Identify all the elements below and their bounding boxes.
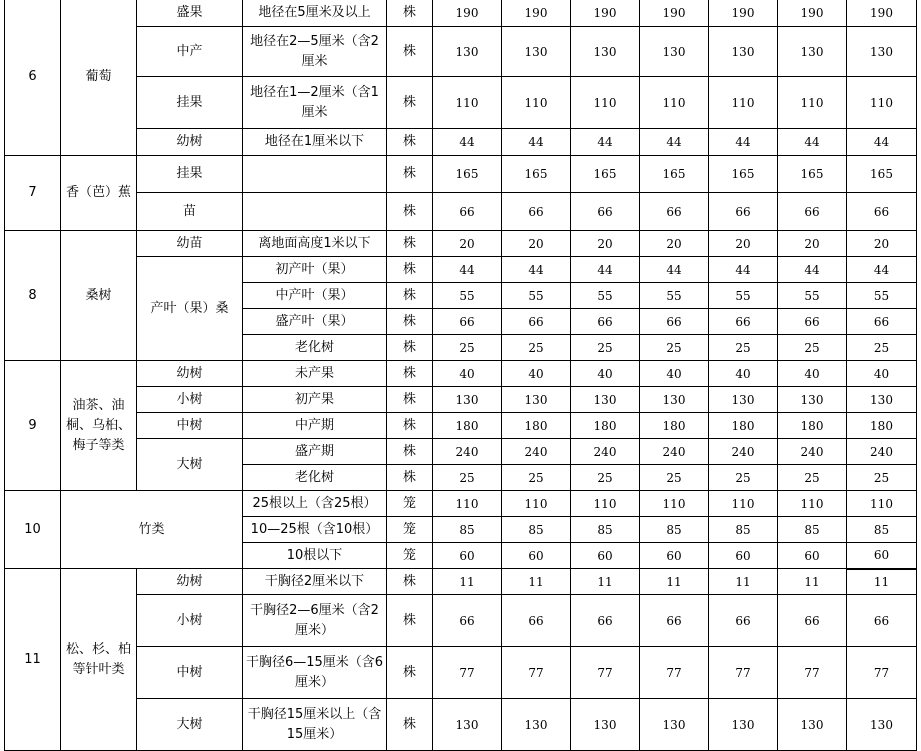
price-cell: 85 [847,517,917,543]
price-cell: 20 [502,231,571,257]
price-cell: 11 [640,569,709,595]
price-cell: 66 [778,193,847,231]
price-cell: 85 [433,517,502,543]
price-cell: 110 [502,77,571,129]
spec-cell: 未产果 [243,361,387,387]
price-cell: 240 [847,439,917,465]
price-cell: 11 [433,569,502,595]
price-cell: 60 [778,543,847,569]
row-number: 9 [5,361,61,491]
price-cell: 25 [847,335,917,361]
price-cell: 60 [433,543,502,569]
price-cell: 85 [778,517,847,543]
price-cell: 190 [709,0,778,27]
table-row [5,257,917,283]
price-cell: 40 [778,361,847,387]
growth-stage: 苗 [137,193,243,231]
price-cell: 20 [847,231,917,257]
price-cell: 40 [640,361,709,387]
price-cell: 11 [709,569,778,595]
price-cell: 85 [502,517,571,543]
table-row [5,193,917,231]
price-cell: 110 [433,77,502,129]
price-cell: 110 [571,491,640,517]
unit-cell: 株 [387,283,433,309]
price-cell: 180 [778,413,847,439]
price-cell: 130 [709,387,778,413]
plant-name: 葡萄 [61,0,137,156]
price-cell: 20 [778,231,847,257]
price-cell: 85 [640,517,709,543]
unit-cell: 株 [387,439,433,465]
unit-cell: 株 [387,193,433,231]
growth-stage: 产叶（果）桑 [137,257,243,361]
price-cell: 25 [709,465,778,491]
table-row [5,361,917,387]
price-cell: 130 [709,27,778,77]
spec-cell: 25根以上（含25根） [243,491,387,517]
plant-name: 香（芭）蕉 [61,156,137,231]
price-cell: 165 [709,156,778,193]
spec-cell [243,156,387,193]
spec-cell: 初产果 [243,387,387,413]
price-cell: 165 [640,156,709,193]
price-cell: 110 [847,77,917,129]
price-cell: 44 [640,129,709,156]
price-cell: 66 [640,309,709,335]
price-cell: 25 [640,335,709,361]
spec-cell [243,193,387,231]
price-cell: 66 [571,193,640,231]
plant-name: 竹类 [61,491,243,569]
price-cell: 55 [502,283,571,309]
price-cell: 25 [709,335,778,361]
price-cell: 25 [433,465,502,491]
price-cell: 20 [709,231,778,257]
price-cell: 66 [778,595,847,647]
price-cell: 66 [709,595,778,647]
unit-cell: 株 [387,595,433,647]
price-cell: 130 [640,387,709,413]
price-cell: 66 [709,193,778,231]
price-cell: 25 [778,335,847,361]
price-cell: 55 [433,283,502,309]
growth-stage: 盛果 [137,0,243,27]
price-cell: 66 [847,595,917,647]
spec-cell: 10—25根（含10根） [243,517,387,543]
price-cell: 130 [571,387,640,413]
price-cell: 130 [778,387,847,413]
price-cell: 60 [709,543,778,569]
unit-cell: 株 [387,413,433,439]
price-cell: 130 [847,387,917,413]
price-cell: 25 [640,465,709,491]
price-cell: 110 [778,77,847,129]
price-cell: 66 [640,595,709,647]
unit-cell: 株 [387,569,433,595]
growth-stage: 幼树 [137,569,243,595]
unit-cell: 株 [387,77,433,129]
price-cell: 77 [778,647,847,699]
growth-stage: 大树 [137,699,243,751]
price-cell: 55 [640,283,709,309]
table-row [5,413,917,439]
growth-stage: 小树 [137,595,243,647]
price-cell: 110 [778,491,847,517]
price-cell: 165 [571,156,640,193]
price-cell: 180 [502,413,571,439]
row-number: 11 [5,569,61,751]
growth-stage: 幼树 [137,129,243,156]
price-cell: 60 [502,543,571,569]
table-row [5,491,917,517]
price-cell: 11 [847,569,917,595]
table-row [5,699,917,751]
price-cell: 130 [502,699,571,751]
plant-name: 油茶、油桐、乌桕、梅子等类 [61,361,137,491]
unit-cell: 株 [387,361,433,387]
price-cell: 165 [433,156,502,193]
price-cell: 190 [847,0,917,27]
price-cell: 44 [640,257,709,283]
table-row [5,569,917,595]
growth-stage: 幼树 [137,361,243,387]
price-cell: 77 [571,647,640,699]
price-cell: 40 [847,361,917,387]
price-cell: 190 [502,0,571,27]
price-cell: 130 [433,387,502,413]
table-row [5,231,917,257]
price-cell: 85 [571,517,640,543]
price-cell: 55 [571,283,640,309]
price-cell: 55 [778,283,847,309]
spec-cell: 干胸径2—6厘米（含2厘米） [243,595,387,647]
spec-cell: 中产期 [243,413,387,439]
unit-cell: 笼 [387,543,433,569]
price-cell: 240 [433,439,502,465]
price-cell: 66 [502,595,571,647]
price-cell: 66 [571,595,640,647]
price-cell: 25 [502,465,571,491]
spec-cell: 地径在5厘米及以上 [243,0,387,27]
price-cell: 240 [571,439,640,465]
row-number: 7 [5,156,61,231]
price-cell: 130 [778,27,847,77]
spec-cell: 地径在1厘米以下 [243,129,387,156]
unit-cell: 株 [387,647,433,699]
price-cell: 110 [847,491,917,517]
price-cell: 44 [847,257,917,283]
price-cell: 60 [847,543,917,569]
spec-cell: 10根以下 [243,543,387,569]
spec-cell: 地径在1—2厘米（含1厘米 [243,77,387,129]
price-cell: 110 [571,77,640,129]
price-cell: 110 [640,77,709,129]
unit-cell: 株 [387,387,433,413]
price-cell: 77 [640,647,709,699]
unit-cell: 笼 [387,517,433,543]
spec-cell: 干胸径2厘米以下 [243,569,387,595]
price-cell: 85 [709,517,778,543]
price-cell: 180 [433,413,502,439]
row-number: 10 [5,491,61,569]
price-cell: 130 [709,699,778,751]
unit-cell: 株 [387,129,433,156]
growth-stage: 中产 [137,27,243,77]
price-cell: 130 [778,699,847,751]
price-cell: 130 [571,27,640,77]
table-row [5,77,917,129]
unit-cell: 株 [387,309,433,335]
table-row [5,156,917,193]
price-cell: 180 [640,413,709,439]
price-cell: 44 [847,129,917,156]
price-cell: 20 [571,231,640,257]
price-cell: 25 [571,465,640,491]
price-cell: 130 [847,699,917,751]
price-cell: 55 [709,283,778,309]
plant-name: 松、杉、柏等针叶类 [61,569,137,751]
unit-cell: 株 [387,257,433,283]
compensation-table [4,0,917,751]
price-cell: 130 [502,27,571,77]
price-cell: 40 [571,361,640,387]
row-number: 6 [5,0,61,156]
price-cell: 190 [640,0,709,27]
price-cell: 44 [502,129,571,156]
price-cell: 40 [709,361,778,387]
price-cell: 180 [709,413,778,439]
price-cell: 44 [433,129,502,156]
unit-cell: 株 [387,699,433,751]
price-cell: 20 [433,231,502,257]
price-cell: 44 [571,129,640,156]
price-cell: 165 [847,156,917,193]
price-cell: 44 [778,257,847,283]
price-cell: 66 [709,309,778,335]
price-cell: 11 [571,569,640,595]
price-cell: 240 [709,439,778,465]
price-cell: 55 [847,283,917,309]
unit-cell: 株 [387,156,433,193]
unit-cell: 株 [387,231,433,257]
price-cell: 66 [502,309,571,335]
growth-stage: 中树 [137,413,243,439]
price-cell: 60 [571,543,640,569]
growth-stage: 挂果 [137,77,243,129]
price-cell: 66 [433,193,502,231]
price-cell: 190 [778,0,847,27]
table-row [5,595,917,647]
price-cell: 66 [502,193,571,231]
table-row [5,0,917,27]
price-cell: 66 [778,309,847,335]
spec-cell: 地径在2—5厘米（含2厘米 [243,27,387,77]
price-cell: 66 [433,595,502,647]
price-cell: 20 [640,231,709,257]
price-cell: 130 [640,27,709,77]
table-row [5,439,917,465]
price-cell: 25 [433,335,502,361]
price-cell: 60 [640,543,709,569]
price-cell: 190 [571,0,640,27]
price-cell: 110 [502,491,571,517]
price-cell: 66 [571,309,640,335]
price-cell: 240 [778,439,847,465]
growth-stage: 小树 [137,387,243,413]
price-cell: 130 [433,699,502,751]
price-cell: 110 [640,491,709,517]
price-cell: 44 [502,257,571,283]
spec-cell: 干胸径6—15厘米（含6厘米） [243,647,387,699]
price-cell: 66 [847,193,917,231]
price-cell: 11 [778,569,847,595]
price-cell: 130 [847,27,917,77]
price-cell: 44 [433,257,502,283]
unit-cell: 株 [387,335,433,361]
price-cell: 77 [433,647,502,699]
price-cell: 44 [709,257,778,283]
price-cell: 25 [847,465,917,491]
price-cell: 40 [433,361,502,387]
price-cell: 165 [502,156,571,193]
price-cell: 25 [778,465,847,491]
unit-cell: 株 [387,27,433,77]
growth-stage: 幼苗 [137,231,243,257]
price-cell: 44 [778,129,847,156]
price-cell: 110 [709,491,778,517]
table-row [5,27,917,77]
table-row [5,387,917,413]
price-cell: 40 [502,361,571,387]
spec-cell: 中产叶（果） [243,283,387,309]
price-cell: 77 [709,647,778,699]
spec-cell: 老化树 [243,335,387,361]
price-cell: 25 [571,335,640,361]
price-cell: 180 [571,413,640,439]
table-row [5,129,917,156]
price-cell: 130 [571,699,640,751]
spec-cell: 离地面高度1米以下 [243,231,387,257]
price-cell: 11 [502,569,571,595]
growth-stage: 中树 [137,647,243,699]
price-cell: 77 [847,647,917,699]
spec-cell: 盛产叶（果） [243,309,387,335]
price-cell: 110 [433,491,502,517]
growth-stage: 挂果 [137,156,243,193]
price-cell: 110 [709,77,778,129]
spec-cell: 老化树 [243,465,387,491]
spec-cell: 盛产期 [243,439,387,465]
table-row [5,647,917,699]
spec-cell: 干胸径15厘米以上（含15厘米） [243,699,387,751]
price-cell: 66 [847,309,917,335]
growth-stage: 大树 [137,439,243,491]
price-cell: 44 [571,257,640,283]
price-cell: 44 [709,129,778,156]
unit-cell: 株 [387,0,433,27]
price-cell: 240 [502,439,571,465]
price-cell: 190 [433,0,502,27]
price-cell: 66 [640,193,709,231]
price-cell: 130 [502,387,571,413]
row-number: 8 [5,231,61,361]
spec-cell: 初产叶（果） [243,257,387,283]
price-cell: 77 [502,647,571,699]
price-cell: 240 [640,439,709,465]
price-cell: 180 [847,413,917,439]
unit-cell: 笼 [387,491,433,517]
price-cell: 130 [640,699,709,751]
plant-name: 桑树 [61,231,137,361]
price-cell: 25 [502,335,571,361]
price-cell: 165 [778,156,847,193]
price-cell: 130 [433,27,502,77]
unit-cell: 株 [387,465,433,491]
price-cell: 66 [433,309,502,335]
